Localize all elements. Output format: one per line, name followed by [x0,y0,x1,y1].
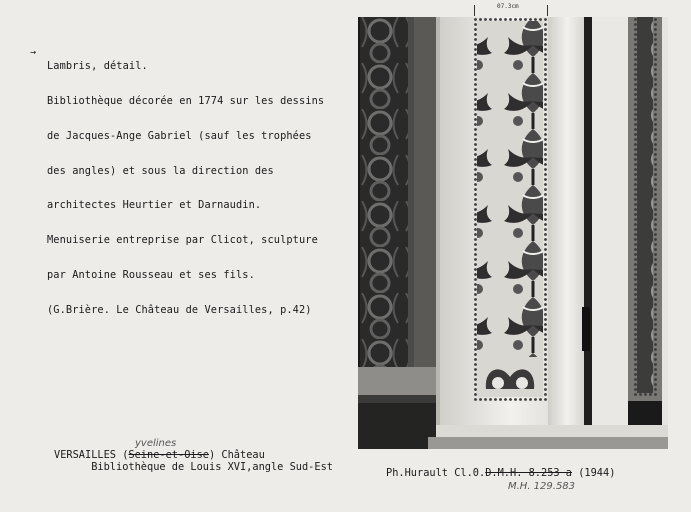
location-building: Château [221,449,265,461]
credit-photographer: Ph.Hurault [386,467,448,479]
pointer-arrow: → [30,47,37,58]
description-notes [47,38,324,339]
paneling-image [358,17,668,449]
paneling-photograph [358,17,668,449]
notes-line: par Antoine Rousseau et ses fils. [47,268,255,281]
handwritten-reference: M.H. 129.583 [508,481,576,492]
credit-year: (1944) [578,467,616,479]
notes-line: Menuiserie entreprise par Clicot, sculpture [47,234,318,247]
photo-credit [386,467,615,479]
notes-line: des angles) et sous la direction des [47,164,274,177]
handwritten-department: yvelines [135,438,177,449]
notes-line: Lambris, détail. [47,60,148,73]
notes-line: Bibliothèque décorée en 1774 sur les dessins [47,94,325,107]
credit-ref-struck: D.M.H. 8.253 a [485,467,572,479]
location-caption: VERSAILLES (Seine-et-Oise) Château Bibliothèque de Louis XVI,angle Sud-Est [54,449,333,473]
notes-line: de Jacques-Ange Gabriel (sauf les trophées [47,129,312,142]
ruler-tick-right [547,5,548,16]
ruler-label: 07.3cm [497,3,519,10]
location-city: VERSAILLES [54,449,116,461]
location-dept-struck: Seine-et-Oise [128,449,209,461]
location-room: Bibliothèque de Louis XVI,angle Sud-Est [91,460,333,473]
credit-class: Cl.0. [454,467,486,479]
notes-line: (G.Brière. Le Château de Versailles, p.42) [47,303,312,316]
notes-line: architectes Heurtier et Darnaudin. [47,199,262,212]
ruler-tick-left [474,5,475,16]
